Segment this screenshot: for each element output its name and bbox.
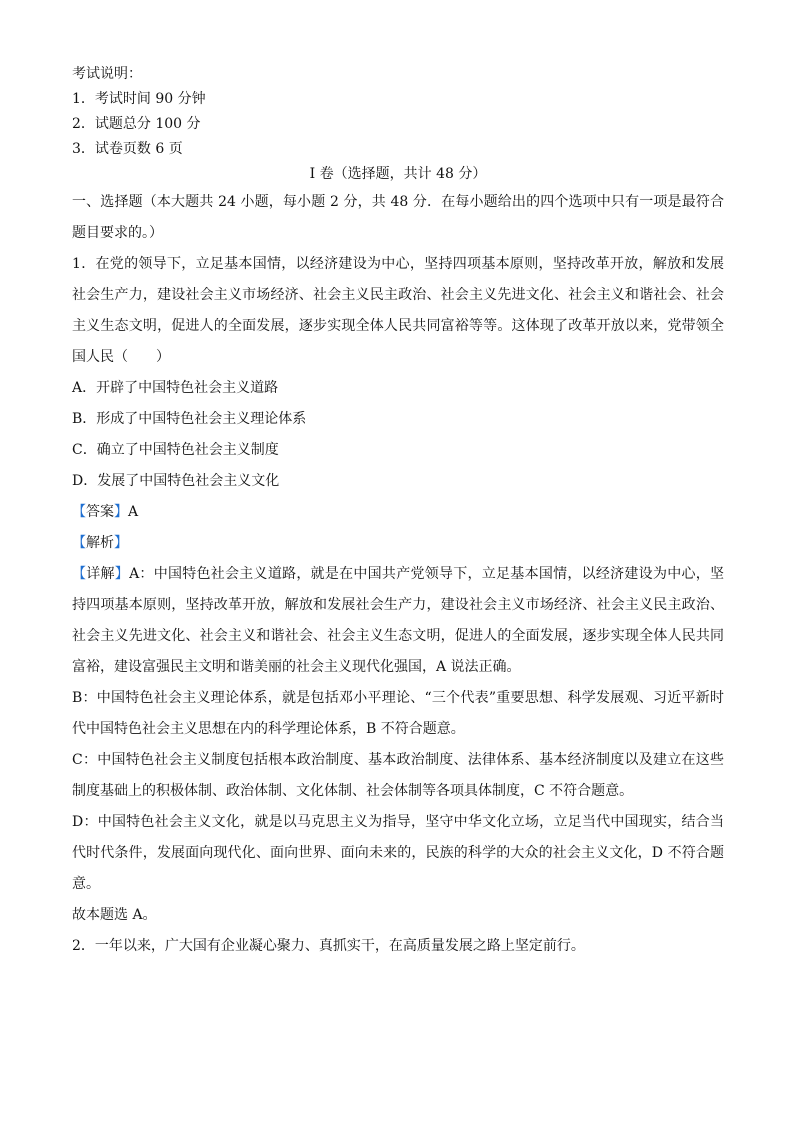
- section-instruction: 一、选择题（本大题共 24 小题，每小题 2 分，共 48 分．在每小题给出的四个选项中只有一项是最符合题目要求的。）: [72, 194, 724, 241]
- detail-label-open-bracket: 【: [72, 566, 87, 582]
- question-2-stem: 2．一年以来，广大国有企业凝心聚力、真抓实干，在高质量发展之路上坚定前行。: [72, 938, 585, 954]
- exam-note-item: 3．试卷页数 6 页: [72, 141, 183, 157]
- answer-label: 答案: [86, 504, 114, 520]
- explanation-c: C：中国特色社会主义制度包括根本政治制度、基本政治制度、法律体系、基本经济制度以及建立在这些制度基础上的积极体制、政治体制、文化体制、社会体制等各项具体制度，C 不符合题意。: [72, 752, 724, 799]
- answer-value: A: [128, 504, 139, 520]
- exam-note-item: 1．考试时间 90 分钟: [72, 91, 206, 107]
- question-1-option-b: B．形成了中国特色社会主义理论体系: [72, 411, 307, 427]
- conclusion: 故本题选 A。: [72, 907, 157, 923]
- answer-label-open-bracket: 【: [72, 504, 86, 520]
- question-1-option-c: C．确立了中国特色社会主义制度: [72, 442, 279, 458]
- detail-label: 详解: [86, 566, 115, 582]
- question-1-stem: 1．在党的领导下，立足基本国情，以经济建设为中心，坚持四项基本原则，坚持改革开放，解放和发展社会生产力，建设社会主义市场经济、社会主义民主政治、社会主义先进文化、社会主义和谐社会、社会主义生态文明，促进人的全面发展，逐步实现全体人民共同富裕等等。这体现了改革开放以来，党带领全国人民（ ）: [72, 256, 724, 365]
- page-content: [72, 62, 724, 962]
- analysis-line: [72, 528, 724, 559]
- explanation-d: D：中国特色社会主义文化，就是以马克思主义为指导，坚守中华文化立场，立足当代中国现实，结合当代时代条件，发展面向现代化、面向世界、面向未来的，民族的科学的大众的社会主义文化，D 不符合题意。: [72, 814, 724, 892]
- analysis-label-close-bracket: 】: [114, 535, 128, 551]
- section-title: I 卷（选择题，共计 48 分）: [309, 166, 487, 182]
- answer-line: [72, 497, 724, 528]
- question-1-option-a: A．开辟了中国特色社会主义道路: [72, 380, 279, 396]
- exam-note-item: 2．试题总分 100 分: [72, 116, 201, 132]
- answer-label-close-bracket: 】: [114, 504, 128, 520]
- analysis-label: 解析: [86, 535, 114, 551]
- detail-paragraph: [72, 559, 724, 683]
- explanation-b: B：中国特色社会主义理论体系，就是包括邓小平理论、“三个代表”重要思想、科学发展观、习近平新时代中国特色社会主义思想在内的科学理论体系，B 不符合题意。: [72, 690, 724, 737]
- question-1-option-d: D．发展了中国特色社会主义文化: [72, 473, 280, 489]
- analysis-label-open-bracket: 【: [72, 535, 86, 551]
- detail-label-close-bracket: 】: [114, 566, 130, 582]
- exam-notes-heading: 考试说明：: [72, 66, 142, 82]
- detail-text: A：中国特色社会主义道路，就是在中国共产党领导下，立足基本国情，以经济建设为中心，坚持四项基本原则，坚持改革开放，解放和发展社会生产力，建设社会主义市场经济、社会主义民主政治、社会主义先进文化、社会主义和谐社会、社会主义生态文明，促进人的全面发展，逐步实现全体人民共同富裕，建设富强民主文明和谐美丽的社会主义现代化强国，A 说法正确。: [72, 566, 725, 675]
